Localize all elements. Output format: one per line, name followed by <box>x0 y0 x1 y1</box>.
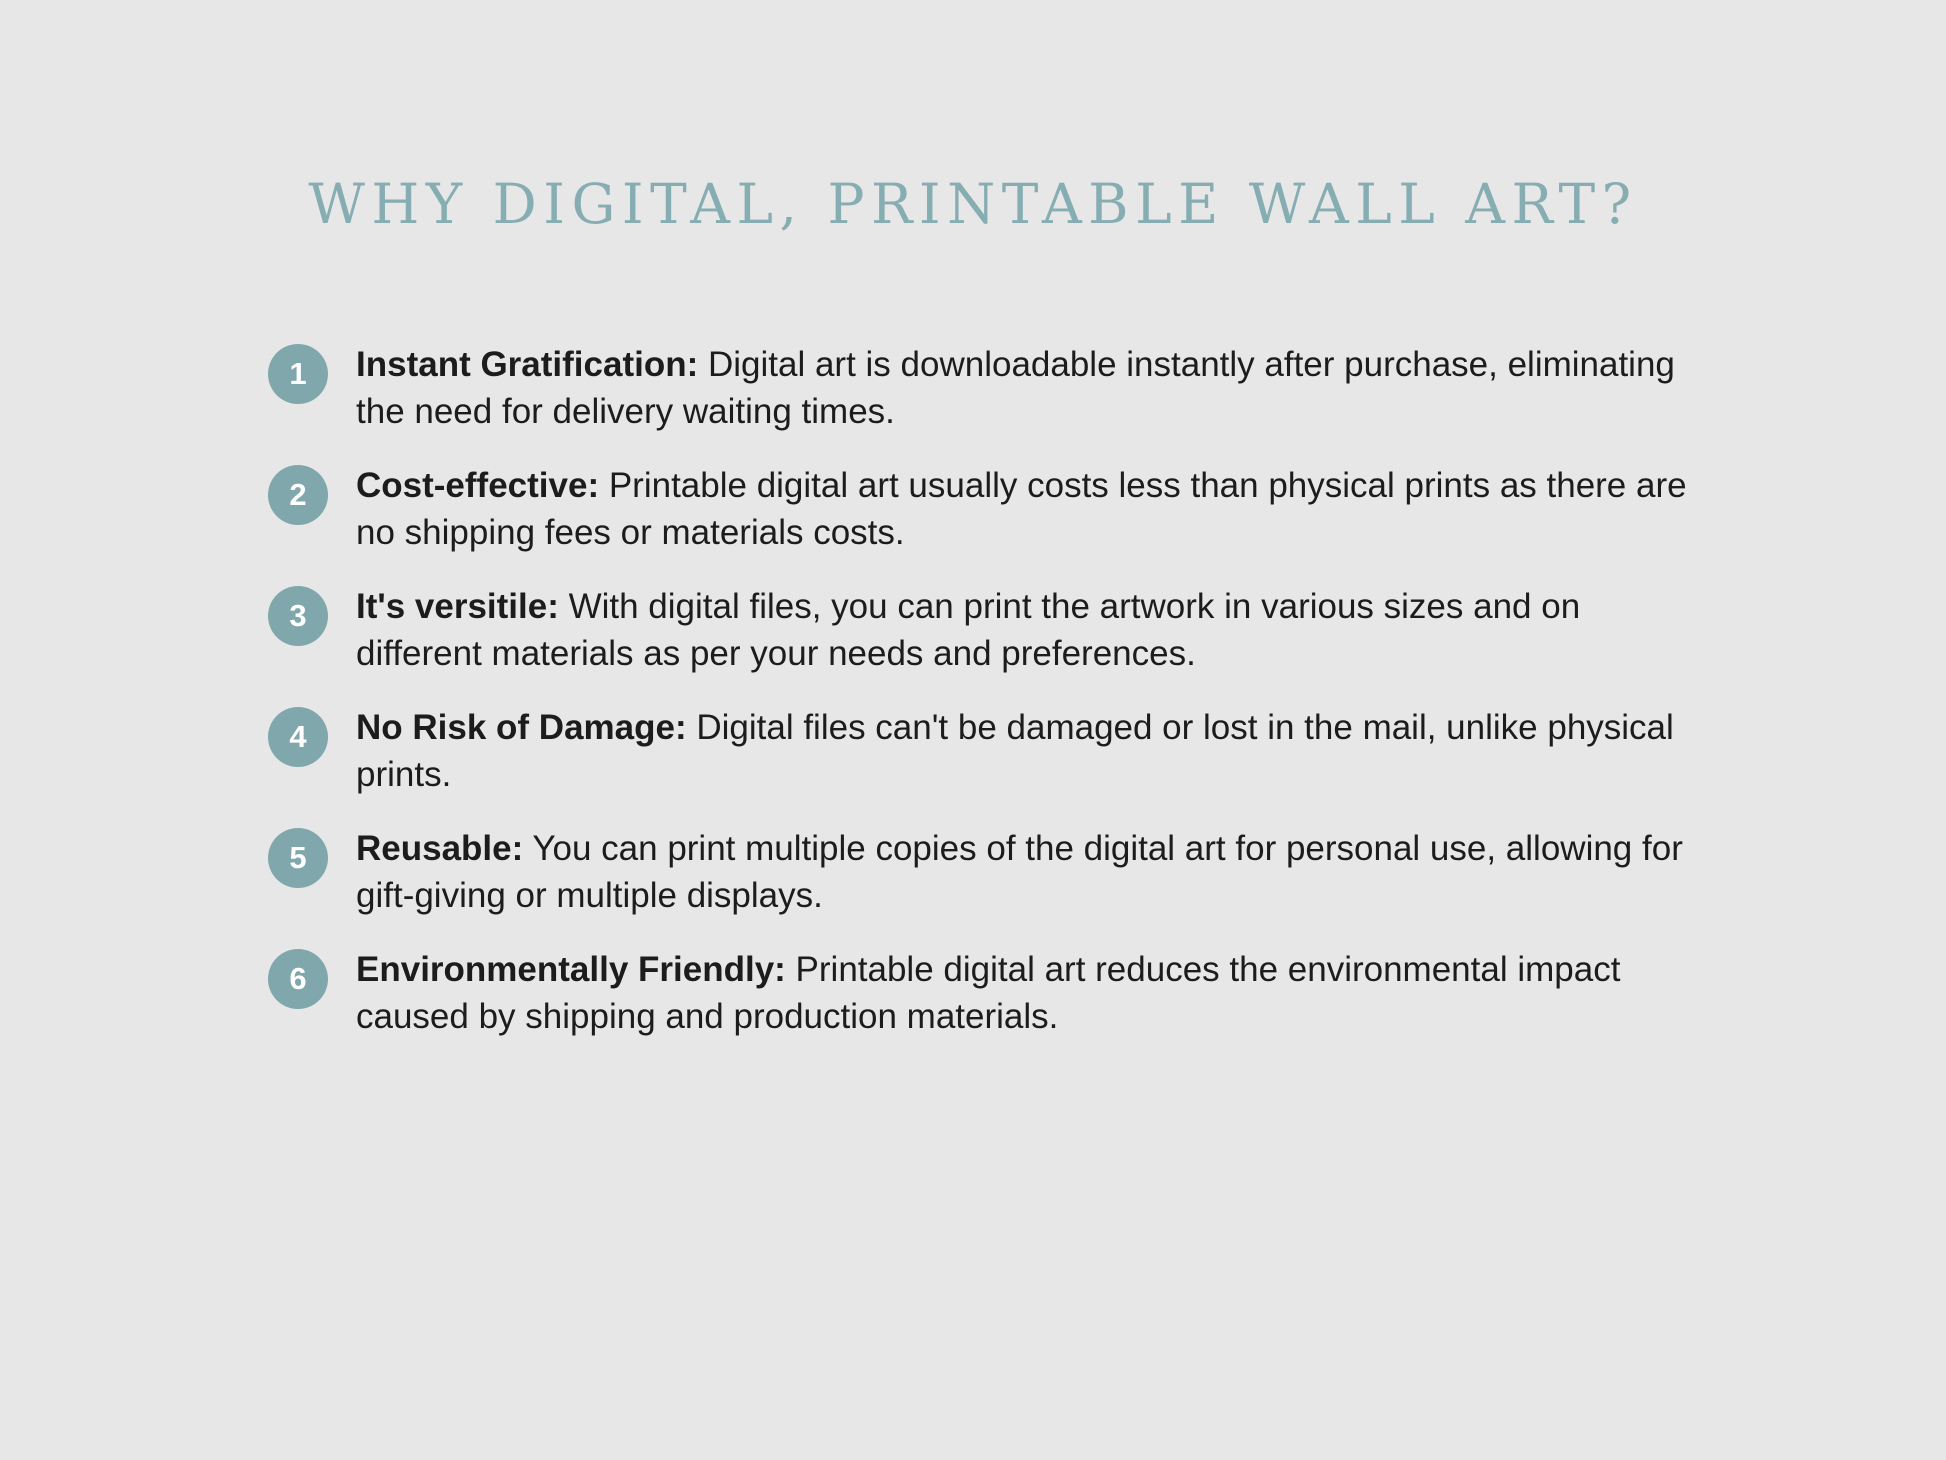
list-item-text <box>356 703 1698 798</box>
list-item <box>268 340 1698 435</box>
list-item-number-badge: 1 <box>268 344 328 404</box>
list-item-body: Printable digital art usually costs less than physical prints as there are no shipping fees or materials costs. <box>356 466 1687 552</box>
list-item <box>268 703 1698 798</box>
list-item-number-badge: 2 <box>268 465 328 525</box>
list-item <box>268 461 1698 556</box>
list-item-lead: Instant Gratification: <box>356 345 699 384</box>
list-item-number-badge: 5 <box>268 828 328 888</box>
list-item-number-badge: 3 <box>268 586 328 646</box>
list-item-lead: It's versitile: <box>356 587 559 627</box>
list-item-text <box>356 945 1698 1040</box>
list-item-text <box>356 824 1698 919</box>
list-item-body: With digital files, you can print the artwork in various sizes and on different materials as per your needs and preferences. <box>356 587 1581 673</box>
list-item-lead: Reusable: <box>356 829 524 869</box>
list-item <box>268 824 1698 919</box>
list-item <box>268 945 1698 1040</box>
list-item-lead: No Risk of Damage: <box>356 708 687 748</box>
list-item-text <box>356 582 1698 677</box>
benefits-list <box>268 340 1698 1067</box>
list-item-body: Digital art is downloadable instantly after purchase, eliminating the need for delivery waiting times. <box>356 345 1675 431</box>
list-item-body: Digital files can't be damaged or lost in the mail, unlike physical prints. <box>356 708 1674 794</box>
list-item-text <box>356 461 1698 556</box>
list-item <box>268 582 1698 677</box>
list-item-number-badge: 6 <box>268 949 328 1009</box>
page-title: WHY DIGITAL, PRINTABLE WALL ART? <box>308 172 1638 236</box>
list-item-body: You can print multiple copies of the digital art for personal use, allowing for gift-giving or multiple displays. <box>356 829 1683 915</box>
list-item-lead: Cost-effective: <box>356 466 600 506</box>
list-item-text <box>356 340 1698 435</box>
list-item-body: Printable digital art reduces the environmental impact caused by shipping and production materials. <box>356 950 1621 1037</box>
list-item-number-badge: 4 <box>268 707 328 767</box>
list-item-lead: Environmentally Friendly: <box>356 950 786 990</box>
